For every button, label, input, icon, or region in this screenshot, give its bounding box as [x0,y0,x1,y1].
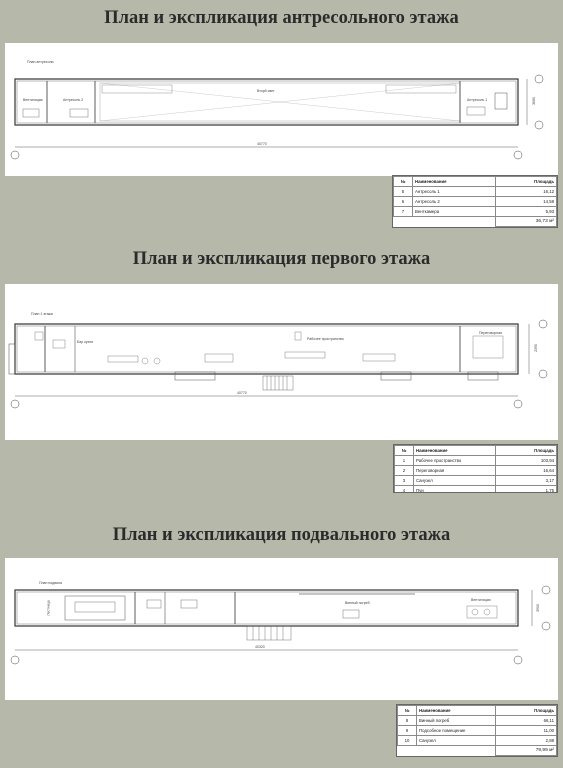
room-label: Винный погреб [345,601,370,605]
dimension-length: 40320 [255,645,265,649]
section-title-first-floor: План и экспликация первого этажа [132,249,431,269]
col-name: Наименование [414,446,496,456]
cell-name: Винный погреб [417,716,496,726]
dimension-width: 3900 [535,604,540,612]
col-number: № [395,446,414,456]
explication-table-first-floor [393,444,558,493]
col-number: № [398,706,417,716]
room-label: Вентиляция [23,98,43,102]
cell-number: 10 [398,736,417,746]
table-row [395,466,557,476]
cell-area: 3,17 [496,476,557,486]
cell-name: Антресоль 1 [413,187,496,197]
col-area: Площадь [496,177,557,187]
col-area: Площадь [496,706,557,716]
room-label: Рабочее пространство [307,337,344,341]
cell-area: 1,75 [496,486,557,494]
room-label: Бар кухня [77,340,94,344]
table-row [394,197,557,207]
section-title-basement: План и экспликация подвального этажа [112,525,451,545]
table-row [394,187,557,197]
cell-number: 1 [395,456,414,466]
cell-area: 2,88 [496,736,557,746]
plan-name: План антресоли [27,60,54,64]
cell-area: 14,58 [496,197,557,207]
col-name: Наименование [413,177,496,187]
cell-number: 4 [395,486,414,494]
room-label: Вторй свет [257,89,275,93]
table-header-row [394,177,557,187]
table-header-row [395,446,557,456]
cell-number: 5 [394,187,413,197]
cell-area: 5,93 [496,207,557,217]
total-area: 36,73 м² [496,217,557,227]
first-floor-plan [5,284,558,440]
table-row [398,726,557,736]
cell-name: Венткамера [413,207,496,217]
cell-name: Рабочее пространство [414,456,496,466]
table-row [394,207,557,217]
cell-area: 11,00 [496,726,557,736]
cell-number: 9 [398,726,417,736]
col-number: № [394,177,413,187]
table-row [395,486,557,494]
dimension-width: 3680 [531,97,536,105]
cell-name: Антресоль 2 [413,197,496,207]
col-name: Наименование [417,706,496,716]
explication-table-basement [396,704,558,757]
table-row [398,716,557,726]
table-total-row [398,746,557,756]
dimension-length: 40770 [257,142,267,146]
cell-area: 16,12 [496,187,557,197]
cell-number: 6 [394,197,413,207]
explication-table-mezzanine [392,175,558,228]
dimension-width: 2390 [533,344,538,352]
first-floor-plan-sheet [5,284,558,440]
section-title-mezzanine: План и экспликация антресольного этажа [104,8,459,28]
mezzanine-plan-sheet [5,43,558,176]
cell-name: Санузел [417,736,496,746]
cell-name: Пуи [414,486,496,494]
basement-plan-sheet [5,558,558,700]
table-total-row [394,217,557,227]
mezzanine-floor-plan [5,43,558,176]
cell-area: 103,94 [496,456,557,466]
plan-name: План 1 этажа [31,312,53,316]
basement-floor-plan [5,558,558,700]
room-label: Вентиляция [471,598,491,602]
room-label: Антресоль 2 [63,98,84,102]
room-label: Переговорная [479,331,502,335]
plan-name: План подвала [39,581,62,585]
table-row [398,736,557,746]
total-area: 79,99 м² [496,746,557,756]
cell-name: Переговорная [414,466,496,476]
table-row [395,476,557,486]
table-header-row [398,706,557,716]
dimension-length: 40770 [237,391,247,395]
table-row [395,456,557,466]
cell-number: 7 [394,207,413,217]
cell-name: Санузел [414,476,496,486]
col-area: Площадь [496,446,557,456]
room-label: Антресоль 1 [467,98,488,102]
cell-name: Подсобное помещение [417,726,496,736]
cell-number: 3 [395,476,414,486]
cell-area: 16,64 [496,466,557,476]
room-label: Лестница [46,600,51,616]
cell-number: 2 [395,466,414,476]
cell-area: 66,11 [496,716,557,726]
cell-number: 8 [398,716,417,726]
